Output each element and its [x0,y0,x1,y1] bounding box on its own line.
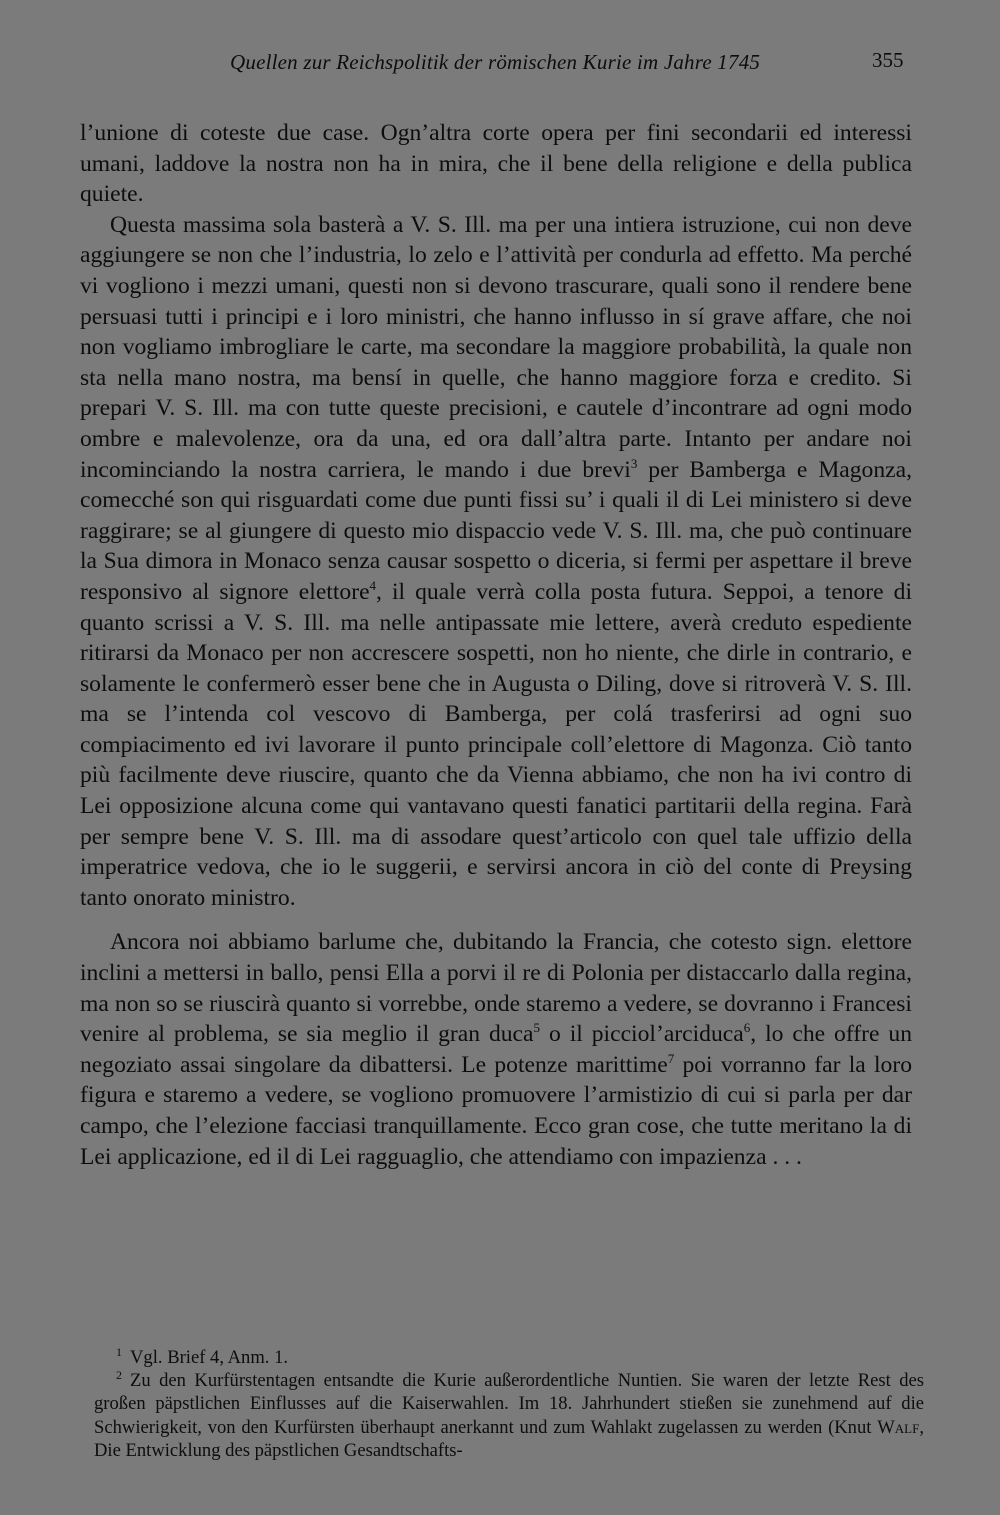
footnote-text: Zu den Kurfürstentagen entsandte die Kurie außerordentliche Nuntien. Sie waren der letzte Rest des großen päpstlichen Einflusses auf die Kaiserwahlen. Im 18. Jahrhundert stießen sie zunehmend auf die Schwierigkeit, von den Kurfürsten überhaupt anerkannt und zum Wahlakt zugelassen zu werden (Knut [94,1370,924,1438]
footnote-text: , Die Entwicklung des päpstlichen Gesandtschafts- [94,1416,924,1461]
footnotes [94,1346,924,1462]
footnote-ref-7[interactable]: 7 [667,1050,675,1066]
running-title: Quellen zur Reichspolitik der römischen Kurie im Jahre 1745 [230,50,761,74]
footnote-text: Vgl. Brief 4, Anm. 1. [130,1347,289,1368]
footnote-2 [94,1369,924,1462]
footnote-ref-6[interactable]: 6 [743,1020,751,1036]
footnote-mark: 1 [116,1345,122,1359]
page-header [0,46,1000,80]
author-name: Walf [877,1416,920,1438]
paragraph-2 [80,210,912,914]
footnote-mark: 2 [116,1368,122,1383]
paragraph-text: l’unione di coteste due case. Ogn’altra corte opera per fini secondarii ed interessi umani, laddove la nostra non ha in mira, che il bene della religione e della publica quiete. [80,120,912,208]
paragraph-text: per Bamberga e Magonza, comecché son qui risguardati come due punti fissi su’ i quali il di Lei ministero si deve raggirare; se al giungere di questo mio dispaccio vede V. S. Ill. ma, che può continuare la Sua dimora in Monaco senza causar sospetto o diceria, si fermi per aspettare il breve responsivo al signore elettore [80,456,912,605]
paragraph-text: o il picciol’arciduca [540,1021,744,1048]
paragraph-text: poi vorranno far la loro figura e staremo a vedere, se vogliono promuovere l’armistizio di cui si parla per dar campo, che l’elezione facciasi tranquillamente. Ecco gran cose, che tutte meritano la di Lei applicazione, ed il di Lei ragguaglio, che attendiamo con impazienza . . . [80,1051,912,1170]
paragraph-3 [80,927,912,1172]
footnote-1 [94,1346,924,1369]
paragraph-text: Ancora noi abbiamo barlume che, dubitando la Francia, che cotesto sign. elettore inclini a mettersi in ballo, pensi Ella a porvi il re di Polonia per distaccarlo dalla regina, ma non so se riuscirà quanto si vorrebbe, onde staremo a vedere, se dovranno i Francesi venire al problema, se sia meglio il gran duca [80,929,912,1048]
main-text [80,118,912,1172]
footnote-ref-5[interactable]: 5 [533,1020,541,1036]
paragraph-1 [80,118,912,210]
footnote-ref-3[interactable]: 3 [630,455,638,471]
footnote-ref-4[interactable]: 4 [369,577,377,593]
paragraph-text: , lo che offre un negoziato assai singolare da dibattersi. Le potenze marittime [80,1021,913,1078]
page-number: 355 [872,48,904,72]
paragraph-text: , il quale verrà colla posta futura. Seppoi, a tenore di quanto scrissi a V. S. Ill. ma nelle antipassate mie lettere, averà creduto espediente ritirarsi da Monaco per non accrescere sospetti, non ho niente, che dirle in contrario, e solamente le confermerò esser bene che in Augusta o Diling, dove si ritroverà V. S. Ill. ma se l’intenda col vescovo di Bamberga, per colá trasferirsi ad ogni suo compiacimento ed ivi lavorare il punto principale coll’elettore di Magonza. Ciò tanto più facilmente deve riuscire, quanto che da Vienna abbiamo, che non ha ivi contro di Lei opposizione alcuna come qui vantavano questi fanatici partitarii della regina. Farà per sempre bene V. S. Ill. ma di assodare quest’articolo con quel tale uffizio della imperatrice vedova, che io le suggerii, e servirsi ancora in ciò del conte di Preysing tanto onorato ministro. [80,578,912,911]
paragraph-text: Questa massima sola basterà a V. S. Ill. ma per una intiera istruzione, cui non deve aggiungere se non che l’industria, lo zelo e l’attività per condurla ad effetto. Ma perché vi vogliono i mezzi umani, questi non si devono trascurare, quali sono il rendere bene persuasi tutti i principi e i loro ministri, che hanno influsso in sí grave affare, che noi non vogliamo imbrogliare le carte, ma secondare la maggiore probabilità, la quale non sta nella mano nostra, ma bensí in quelle, che hanno maggiore forza e credito. Si prepari V. S. Ill. ma con tutte queste precisioni, e cautele d’incontrare ad ogni modo ombre e malevolenze, ora da una, ed ora dall’altra parte. Intanto per andare noi incominciando la nostra carriera, le mando i due brevi [80,211,912,483]
